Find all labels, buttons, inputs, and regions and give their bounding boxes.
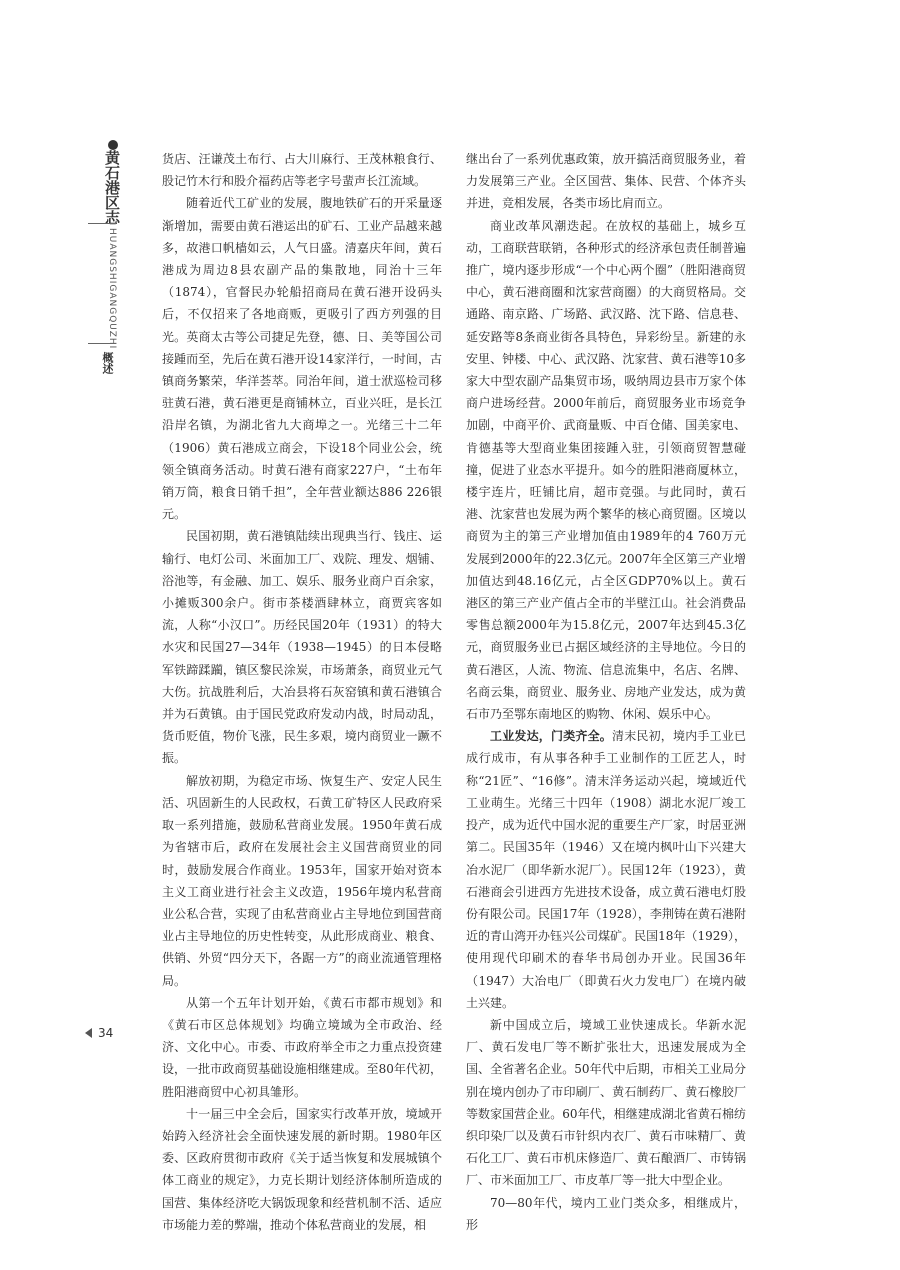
paragraph-continued	[162, 148, 442, 192]
paragraph-text: 货店、汪谦茂土布行、占大川麻行、王茂林粮食行、股记竹木行和股介福药店等老字号蜚声长江流域。	[162, 152, 442, 189]
paragraph-text: 70—80年代，境内工业门类众多，相继成片，形	[466, 1195, 746, 1232]
book-logo-icon	[108, 140, 118, 150]
paragraph-text: 从第一个五年计划开始，《黄石市都市规划》和《黄石市区总体规划》均确立境域为全市政治、经济、文化中心。市委、市政府举全市之力重点投资建设，一批市政商贸基础设施相继建成。至80年代初，胜阳港商贸中心初具雏形。	[162, 995, 442, 1099]
paragraph-text: 解放初期，为稳定市场、恢复生产、安定人民生活、巩固新生的人民政权，石黄工矿特区人民政府采取一系列措施，鼓励私营商业发展。1950年黄石成为省辖市后，政府在发展社会主义国营商贸业的同时，鼓励发展合作商业。1953年，国家开始对资本主义工商业进行社会主义改造，1956年境内私营商业公私合营，实现了由私营商业占主导地位到国营商业占主导地位的历史性转变，从此形成商业、粮食、供销、外贸“四分天下，各踞一方”的商业流通管理格局。	[162, 773, 442, 988]
page-footer	[85, 1026, 113, 1040]
paragraph	[466, 215, 746, 726]
paragraph	[162, 770, 442, 992]
paragraph	[162, 992, 442, 1103]
page-number: 34	[98, 1026, 114, 1040]
paragraph	[466, 1014, 746, 1192]
paragraph	[162, 1103, 442, 1236]
previous-page-arrow-icon[interactable]	[85, 1028, 92, 1038]
paragraph-lead: 工业发达，门类齐全。	[490, 729, 612, 744]
divider	[88, 343, 116, 344]
paragraph	[466, 1192, 746, 1236]
paragraph-text: 十一届三中全会后，国家实行改革开放，境域开始跨入经济社会全面快速发展的新时期。1980年区委、区政府贯彻市政府《关于适当恢复和发展城镇个体工商业的规定》，力克长期计划经济体制所造成的国营、集体经济吃大锅饭现象和经营机制不活、适应市场能力差的弊端，推动个体私营商业的发展，相	[162, 1106, 442, 1232]
paragraph-text: 清末民初，境内手工业已成行成市，有从事各种手工业制作的工匠艺人，时称“21匠”、“16修”。清末洋务运动兴起，境域近代工业萌生。光绪三十四年（1908）湖北水泥厂竣工投产，成为近代中国水泥的重要生产厂家，时居亚洲第二。民国35年（1946）又在境内枫叶山下兴建大冶水泥厂（即华新水泥厂）。民国12年（1923），黄石港商会引进西方先进技术设备，成立黄石港电灯股份有限公司。民国17年（1928），李荆铸在黄石港附近的青山湾开办钰兴公司煤矿。民国18年（1929），使用现代印刷术的春华书局创办开业。民国36年（1947）大冶电厂（即黄石火力发电厂）在境内破土兴建。	[466, 729, 746, 1010]
paragraph-text: 继出台了一系列优惠政策，放开搞活商贸服务业，着力发展第三产业。全区国营、集体、民营、个体齐头并进，竞相发展，各类市场比肩而立。	[466, 152, 746, 211]
section-label: 概述	[101, 352, 114, 374]
paragraph-text: 随着近代工矿业的发展，腹地铁矿石的开采量逐渐增加，需要由黄石港运出的矿石、工业产品越来越多，故港口帆樯如云，人气日盛。清嘉庆年间，黄石港成为周边8县农副产品的集散地，同治十三年（1874），官督民办轮船招商局在黄石港开设码头后，不仅招来了各地商贩，更吸引了西方列强的目光。英商太古等公司捷足先登，德、日、美等国公司接踵而至，先后在黄石港开设14家洋行，一时间，古镇商务繁荣，华洋荟萃。同治年间，道士洑巡检司移驻黄石港，黄石港更是商铺林立，百业兴旺，是长江沿岸名镇，为湖北省九大商埠之一。光绪三十二年（1906）黄石港成立商会，下设18个同业公会，统领全镇商务活动。时黄石港有商家227户，“土布年销万筒，粮食日销千担”，全年营业额达886 226银元。	[162, 196, 442, 522]
text-column-right	[466, 148, 746, 1236]
paragraph-text: 商业改革风潮迭起。在放权的基础上，城乡互动，工商联营联销，各种形式的经济承包责任制普遍推广，境内逐步形成“一个中心两个圈”（胜阳港商贸中心，黄石港商圈和沈家营商圈）的大商贸格局。交通路、南京路、广场路、武汉路、沈下路、信息巷、延安路等8条商业街各具特色，异彩纷呈。新建的永安里、钟楼、中心、武汉路、沈家营、黄石港等10多家大中型农副产品集贸市场，吸纳周边县市万家个体商户进场经营。2000年前后，商贸服务业市场竞争加剧，中商平价、武商量贩、中百仓储、国美家电、肯德基等大型商业集团接踵入驻，引领商贸智慧碰撞，促进了业态水平提升。如今的胜阳港商厦林立，楼宇连片，旺铺比肩，超市竞强。与此同时，黄石港、沈家营也发展为两个繁华的核心商贸圈。区境以商贸为主的第三产业增加值由1989年的4 760万元发展到2000年的22.3亿元。2007年全区第三产业增加值达到48.16亿元，占全区GDP70%以上。黄石港区的第三产业产值占全市的半壁江山。社会消费品零售总额2000年为15.8亿元，2007年达到45.3亿元，商贸服务业已占据区域经济的主导地位。今日的黄石港区，人流、物流、信息流集中，名店、名牌、名商云集，商贸业、服务业、房地产业发达，成为黄石市乃至鄂东南地区的购物、休闲、娱乐中心。	[466, 218, 746, 722]
paragraph	[466, 725, 746, 1014]
paragraph-text: 民国初期，黄石港镇陆续出现典当行、钱庄、运输行、电灯公司、米面加工厂、戏院、理发、烟铺、浴池等，有金融、加工、娱乐、服务业商户百余家，小摊贩300余户。街市茶楼酒肆林立，商贾宾客如流，人称“小汉口”。历经民国20年（1931）的特大水灾和民国27—34年（1938—1945）的日本侵略军铁蹄蹂躏，镇区黎民涂炭，市场萧条，商贸业元气大伤。抗战胜利后，大冶县将石灰窑镇和黄石港镇合并为石黄镇。由于国民党政府发动内战，时局动乱，货币贬值，物价飞涨，民生多艰，境内商贸业一蹶不振。	[162, 529, 442, 766]
paragraph-continued	[466, 148, 746, 215]
paragraph-text: 新中国成立后，境域工业快速成长。华新水泥厂、黄石发电厂等不断扩张壮大，迅速发展成为全国、全省著名企业。50年代中后期，市相关工业局分别在境内创办了市印刷厂、黄石制药厂、黄石橡胶厂等数家国营企业。60年代，相继建成湖北省黄石棉纺织印染厂以及黄石市针织内衣厂、黄石市味精厂、黄石化工厂、黄石市机床修造厂、黄石酿酒厂、市铸锅厂、市米面加工厂、市皮革厂等一批大中型企业。	[466, 1017, 746, 1188]
paragraph	[162, 192, 442, 525]
text-column-left	[162, 148, 442, 1236]
divider	[88, 223, 116, 224]
paragraph	[162, 525, 442, 769]
book-title: 黄石港区志	[103, 150, 121, 225]
book-title-pinyin: HUANGSHIGANGQUZHI	[107, 228, 117, 350]
